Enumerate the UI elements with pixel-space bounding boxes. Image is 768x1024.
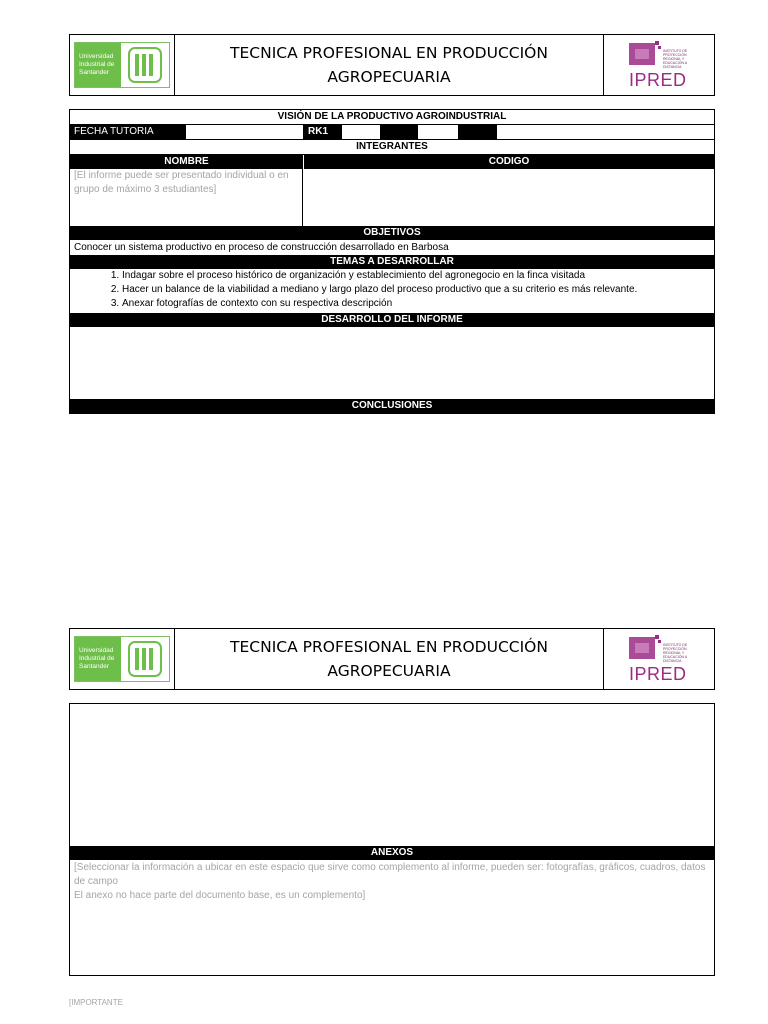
- codigo-header: CODIGO: [303, 155, 714, 169]
- fecha-input[interactable]: [186, 125, 304, 139]
- document-title: [175, 35, 603, 95]
- document-title: [175, 629, 603, 689]
- rk-cell-dark-1: [380, 125, 418, 139]
- rk-input-1[interactable]: [342, 125, 380, 139]
- nombre-input[interactable]: [El informe puede ser presentado individual o en grupo de máximo 3 estudiantes]: [70, 169, 303, 226]
- anexos-header: ANEXOS: [70, 846, 714, 860]
- title-line: TECNICA PROFESIONAL EN PRODUCCIÓN: [230, 44, 548, 62]
- uis-logo-line: Santander: [79, 69, 109, 76]
- anexos-input[interactable]: [70, 861, 714, 903]
- conclusiones-header: CONCLUSIONES: [70, 399, 714, 413]
- report-form: [69, 109, 715, 414]
- desarrollo-header: DESARROLLO DEL INFORME: [70, 313, 714, 327]
- uis-logo: [74, 636, 170, 682]
- rk-input-2[interactable]: [418, 125, 456, 139]
- ipred-logo: [629, 631, 689, 687]
- fecha-label: FECHA TUTORIA: [70, 125, 186, 139]
- nombre-header: NOMBRE: [70, 155, 303, 169]
- integrantes-label: INTEGRANTES: [70, 140, 714, 155]
- ipred-emblem-icon: [629, 635, 663, 661]
- tema-item: 3. Anexar fotografías de contexto con su respectiva descripción: [122, 297, 714, 311]
- section-title: VISIÓN DE LA PRODUCTIVO AGROINDUSTRIAL: [70, 110, 714, 125]
- title-line: TECNICA PROFESIONAL EN PRODUCCIÓN: [230, 638, 548, 656]
- uis-logo-line: Santander: [79, 663, 109, 670]
- members-row: [70, 169, 714, 226]
- ipred-logo: [629, 37, 689, 93]
- title-line: AGROPECUARIA: [327, 662, 451, 680]
- important-note: [IMPORTANTE: [69, 998, 123, 1007]
- ipred-tagline: INSTITUTO DE PROYECCIÓN REGIONAL Y EDUCACIÓN A DISTANCIA: [663, 643, 688, 663]
- uis-logo-cell: [70, 35, 175, 95]
- ipred-wordmark: IPRED: [629, 664, 687, 684]
- uis-emblem-icon: [127, 46, 163, 84]
- ipred-logo-cell: [603, 35, 714, 95]
- rk-label: RK1: [304, 125, 342, 139]
- title-line: AGROPECUARIA: [327, 68, 451, 86]
- uis-emblem-icon: [127, 640, 163, 678]
- conclusiones-input[interactable]: [70, 704, 714, 846]
- header-page-1: [69, 34, 715, 96]
- anexos-placeholder-2: El anexo no hace parte del documento base, es un complemento]: [74, 890, 366, 901]
- tema-item: 1. Indagar sobre el proceso histórico de organización y establecimiento del agronegocio en la finca visitada: [122, 269, 714, 283]
- tema-item: 2. Hacer un balance de la viabilidad a mediano y largo plazo del proceso productivo que a su criterio es más relevante.: [122, 283, 714, 297]
- uis-logo-line: Universidad: [79, 647, 114, 654]
- temas-list-container: [70, 269, 714, 313]
- uis-logo-cell: [70, 629, 175, 689]
- ipred-wordmark: IPRED: [629, 70, 687, 90]
- objetivos-header: OBJETIVOS: [70, 226, 714, 240]
- uis-logo-line: Universidad: [79, 53, 114, 60]
- codigo-input[interactable]: [303, 169, 714, 226]
- ipred-emblem-icon: [629, 41, 663, 67]
- rk-cell-dark-2: [458, 125, 496, 139]
- ipred-logo-cell: [603, 629, 714, 689]
- temas-header: TEMAS A DESARROLLAR: [70, 255, 714, 269]
- header-page-2: [69, 628, 715, 690]
- rk-input-3[interactable]: [496, 125, 714, 139]
- page2-box: [69, 703, 715, 976]
- temas-list: [70, 269, 714, 311]
- anexos-placeholder-1: [Seleccionar la información a ubicar en este espacio que sirve como complemento al informe, pueden ser: fotografías, gráficos, cuadros, datos de campo: [74, 862, 706, 887]
- uis-logo-line: Industrial de: [79, 655, 115, 662]
- fecha-row: [70, 125, 714, 140]
- uis-logo: [74, 42, 170, 88]
- objetivos-text: Conocer un sistema productivo en proceso de construcción desarrollado en Barbosa: [74, 242, 449, 253]
- ipred-tagline: INSTITUTO DE PROYECCIÓN REGIONAL Y EDUCACIÓN A DISTANCIA: [663, 49, 688, 69]
- desarrollo-input[interactable]: [70, 327, 714, 399]
- columns-header: [70, 155, 714, 169]
- uis-logo-line: Industrial de: [79, 61, 115, 68]
